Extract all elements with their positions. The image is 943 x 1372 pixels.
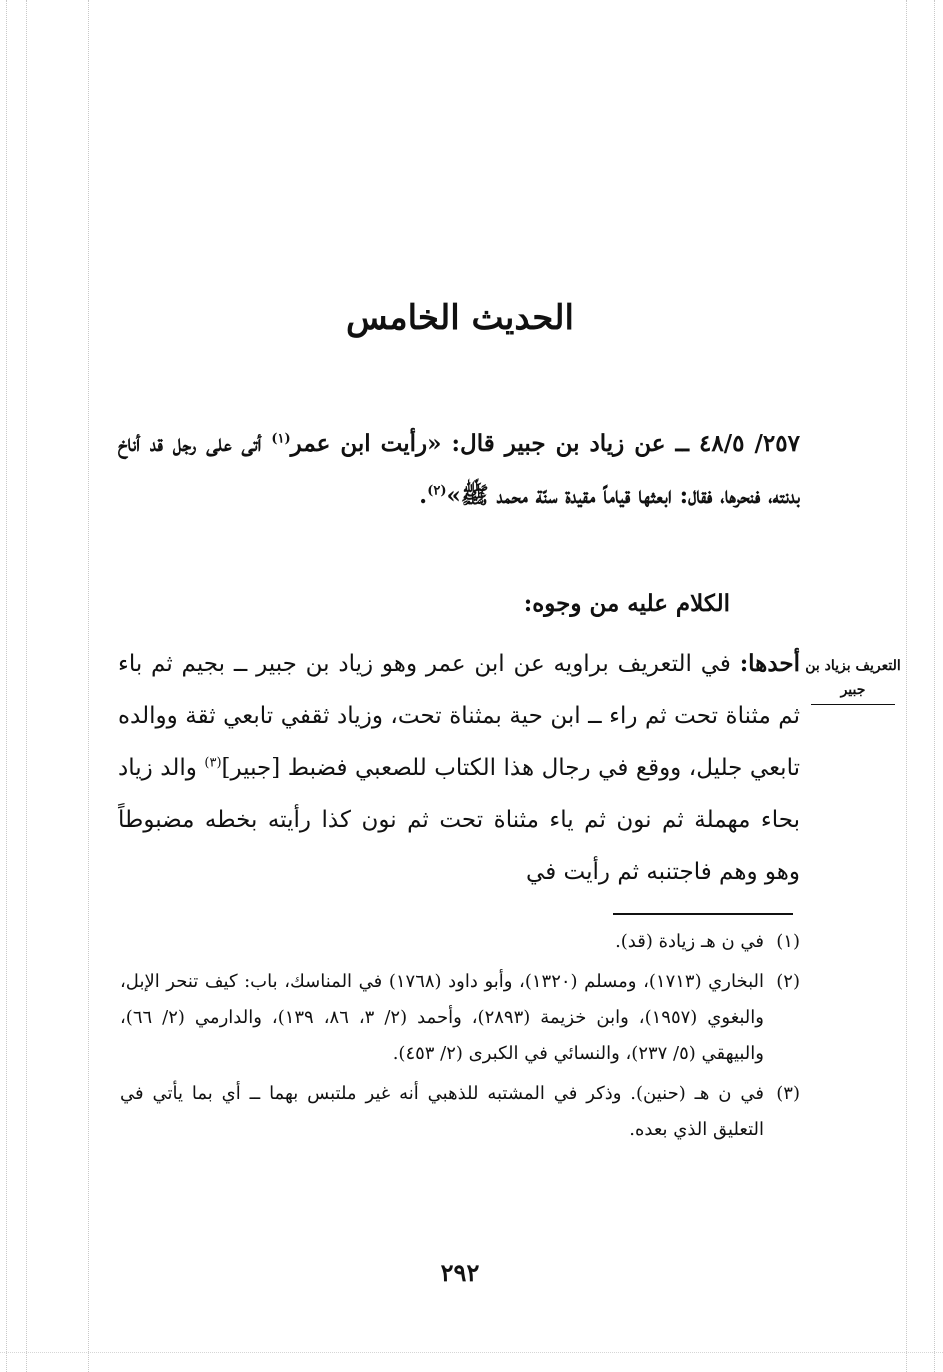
margin-note-line2: جبير xyxy=(840,682,866,698)
scan-border-right xyxy=(934,0,935,1372)
footnote-separator xyxy=(613,913,793,915)
paragraph-text-a: في التعريف براويه عن ابن عمر وهو زياد بن جبير ــ بجيم ثم باء ثم مثناة تحت ثم راء ــ ابن حية بمثناة تحت، وزياد ثقفي تابعي ثقة ووالده تابعي جليل، ووقع في رجال هذا الكتاب للصعبي فضبط [جبير] xyxy=(118,651,801,781)
paragraph-text-b: والد زياد بحاء مهملة ثم نون ثم ياء مثناة تحت ثم نون كذا رأيته بخطه مضبوطاً وهو وهم فاجتنبه ثم رأيت في xyxy=(118,755,800,885)
footnote-ref-1[interactable]: (١) xyxy=(271,431,291,447)
section-heading: الكلام عليه من وجوه: xyxy=(523,590,730,617)
commentary-paragraph xyxy=(118,638,800,898)
footnote-number: (٢) xyxy=(776,971,800,992)
margin-note-line1: التعريف بزياد بن xyxy=(805,658,901,674)
footnotes xyxy=(120,924,800,1152)
hadith-text-end: . xyxy=(419,482,428,509)
scan-border-left-inner xyxy=(26,0,27,1372)
margin-note xyxy=(803,654,903,705)
footnote-text: البخاري (١٧١٣)، ومسلم (١٣٢٠)، وأبو داود (١٧٦٨) في المناسك، باب: كيف تنحر الإبل، والبغوي (١٩٥٧)، وابن خزيمة (٢٨٩٣)، وأحمد (٢/ ٣، ٨٦، ١٣٩)، والدارمي (٢/ ٦٦)، والبيهقي (٥/ ٢٣٧)، والنسائي في الكبرى (٢/ ٤٥٣). xyxy=(120,971,764,1064)
footnote-1 xyxy=(120,924,800,960)
footnote-number: (٣) xyxy=(776,1083,800,1104)
page-number: ٢٩٢ xyxy=(440,1258,480,1287)
footnote-text: في ن هـ زيادة (قد). xyxy=(615,931,764,952)
footnote-number: (١) xyxy=(776,931,800,952)
footnote-text: في ن هـ (حنين). وذكر في المشتبه للذهبي أنه غير ملتبس بهما ــ أي بما يأتي في التعليق الذي بعده. xyxy=(120,1083,764,1140)
chapter-title: الحديث الخامس xyxy=(346,298,574,338)
paragraph-lead: أحدها: xyxy=(739,650,800,677)
margin-note-rule xyxy=(811,704,895,705)
footnote-3 xyxy=(120,1076,800,1148)
hadith-text-b: أتى على رجل قد أناخ بدنته، فنحرها، فقال: ابعثها قياماً مقيدة سنّة محمد ﷺ» xyxy=(118,430,800,509)
scan-border-bottom xyxy=(0,1352,943,1353)
footnote-ref-3[interactable]: (٣) xyxy=(204,755,222,771)
hadith-text-a: ــ عن زياد بن جبير قال: «رأيت ابن عمر xyxy=(290,430,700,457)
scan-guide-left xyxy=(88,0,89,1372)
hadith-number: ٢٥٧/ ٤٨/٥ xyxy=(699,430,800,457)
footnote-ref-2[interactable]: (٢) xyxy=(427,483,447,499)
hadith-paragraph xyxy=(118,418,800,522)
scan-guide-right xyxy=(906,0,907,1372)
scan-border-left xyxy=(6,0,7,1372)
footnote-2 xyxy=(120,964,800,1072)
